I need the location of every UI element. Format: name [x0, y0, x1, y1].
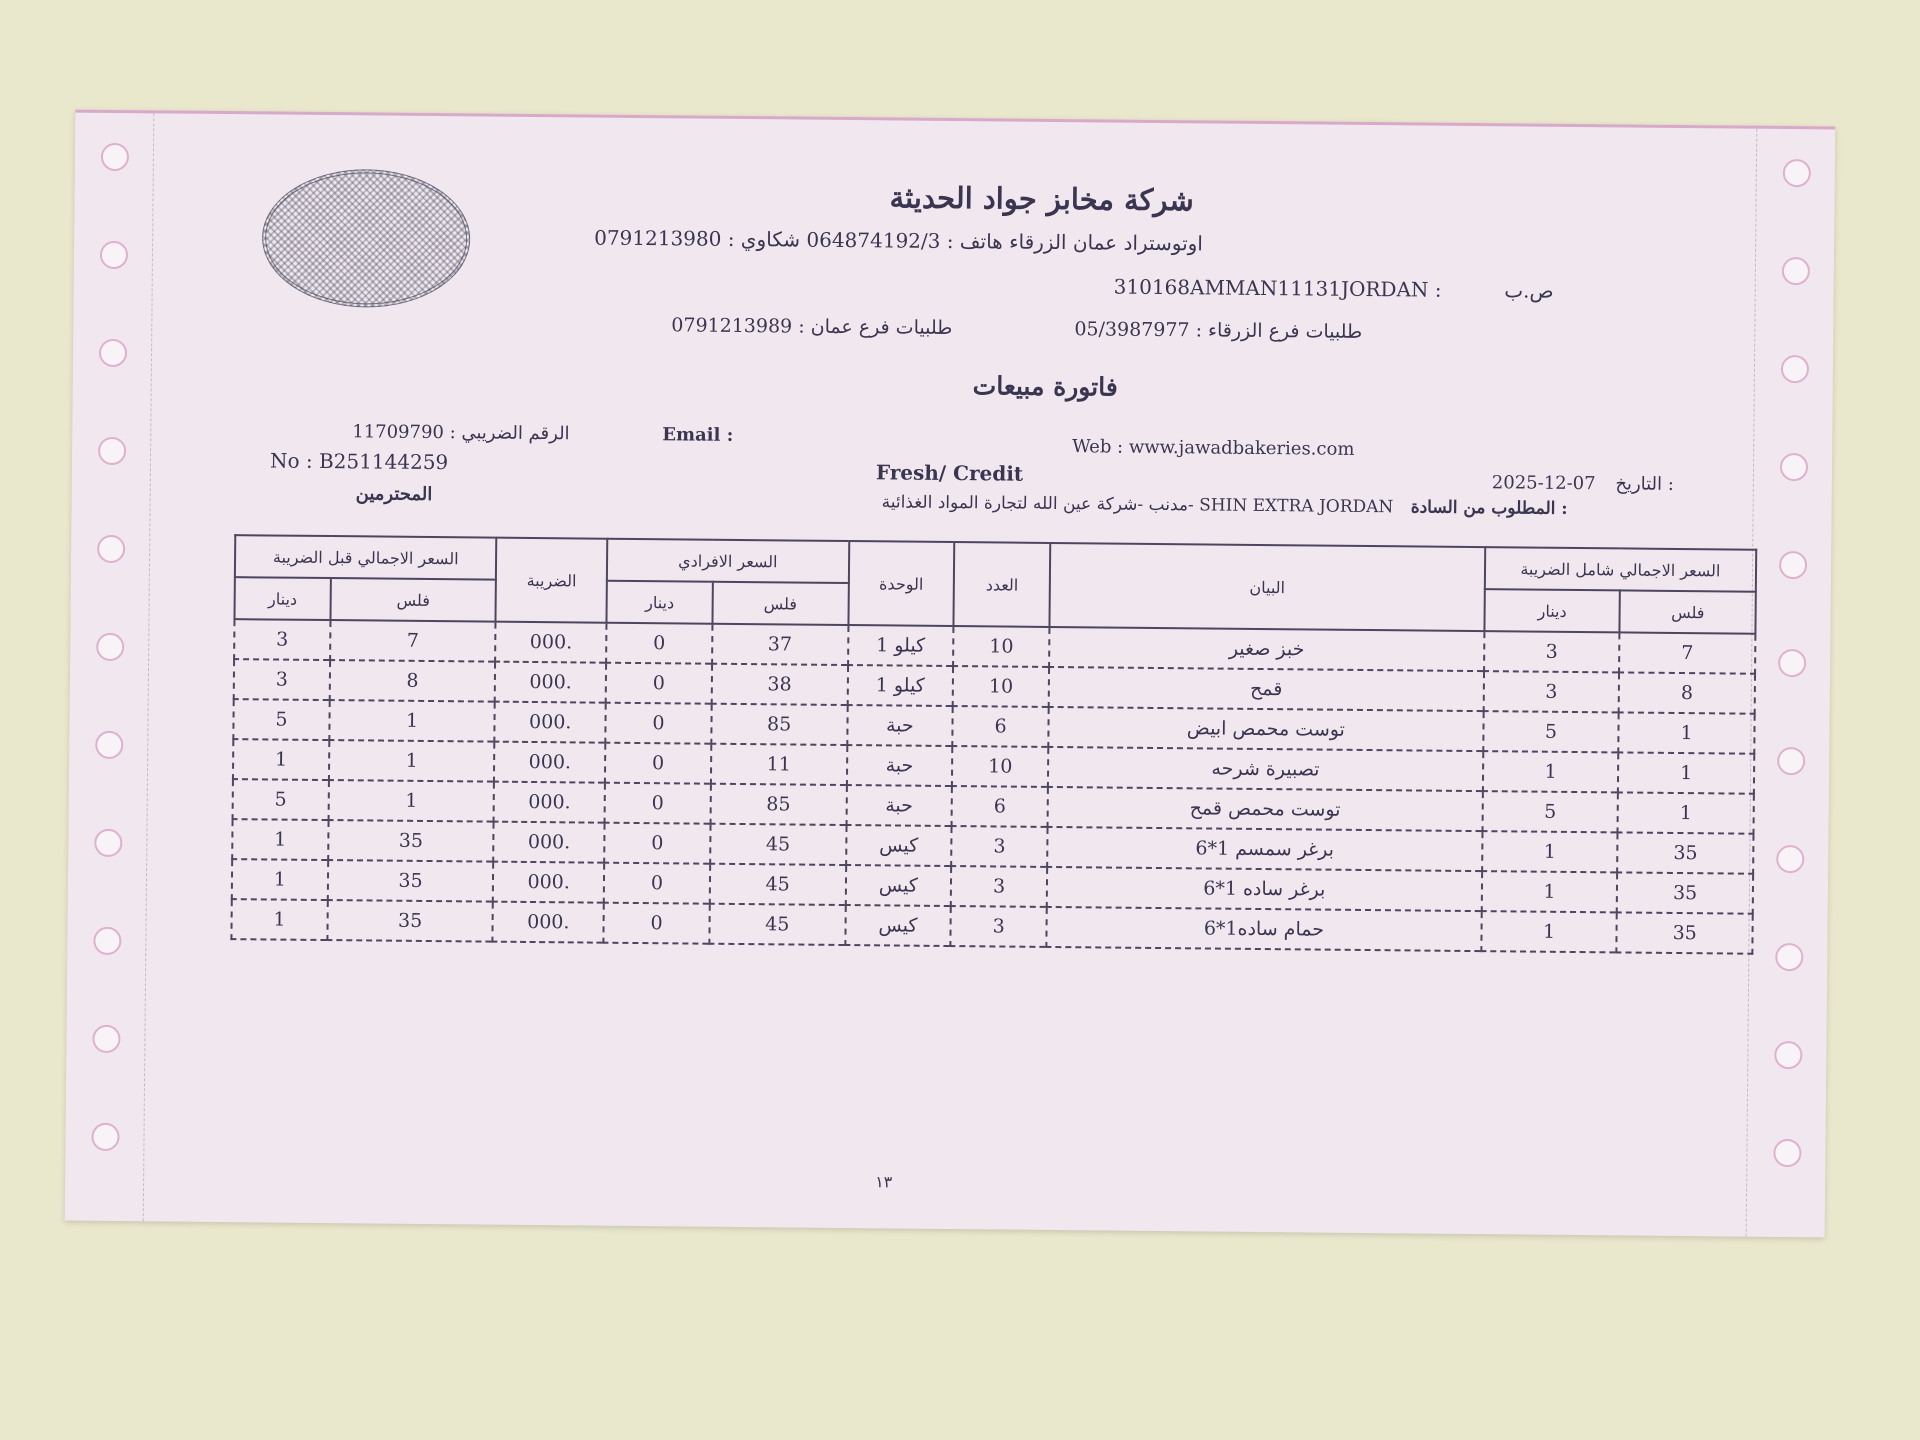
cell-price-dinar: 0: [604, 903, 710, 944]
cell-incl-dinar: 1: [1481, 911, 1617, 952]
header-fils: فلس: [330, 578, 496, 622]
cell-count: 6: [953, 706, 1049, 747]
feed-hole: [98, 437, 126, 465]
cell-price-fils: 45: [710, 864, 846, 905]
cell-count: 10: [953, 666, 1049, 707]
header-item: البيان: [1050, 543, 1485, 631]
cell-item: برغر سمسم 1*6: [1047, 827, 1482, 871]
orders-zarqa: طلبيات فرع الزرقاء : 05/3987977: [1074, 318, 1363, 343]
po-box-value: 310168AMMAN11131JORDAN :: [1113, 274, 1442, 302]
cell-incl-fils: 35: [1617, 872, 1753, 913]
invoice-number: No : B251144259: [269, 448, 449, 475]
feed-hole: [97, 535, 125, 563]
cell-before-fils: 35: [328, 860, 494, 902]
feed-hole: [91, 1123, 119, 1151]
page-mark: ١٣: [875, 1172, 893, 1192]
header-fils: فلس: [1620, 590, 1756, 633]
cell-count: 3: [951, 866, 1047, 907]
cell-incl-fils: 1: [1618, 792, 1754, 833]
feed-hole: [95, 731, 123, 759]
cell-incl-dinar: 3: [1484, 631, 1620, 672]
cell-unit: حبة: [847, 705, 953, 746]
cell-unit: كيلو 1: [847, 665, 953, 706]
cell-incl-fils: 35: [1617, 832, 1753, 873]
cell-incl-fils: 1: [1618, 752, 1754, 793]
cell-item: تصبيرة شرحه: [1048, 747, 1483, 791]
date-value: 2025-12-07: [1491, 472, 1596, 495]
cell-tax: .000: [494, 742, 605, 783]
cell-unit: حبة: [846, 745, 952, 786]
cell-price-fils: 45: [710, 824, 846, 865]
cell-before-dinar: 1: [232, 819, 328, 860]
feed-hole: [1783, 159, 1811, 187]
sale-type: Fresh/ Credit: [875, 460, 1024, 486]
cell-incl-fils: 7: [1619, 632, 1755, 673]
feed-hole: [94, 829, 122, 857]
cell-tax: .000: [495, 662, 606, 703]
cell-incl-fils: 35: [1617, 912, 1753, 953]
feed-hole: [96, 633, 124, 661]
cell-unit: كيلو 1: [848, 625, 954, 666]
cell-incl-dinar: 5: [1483, 711, 1619, 752]
cell-before-fils: 35: [327, 900, 493, 942]
cell-item: قمح: [1049, 667, 1484, 711]
feed-hole: [1781, 355, 1809, 383]
feed-hole: [1780, 453, 1808, 481]
cell-price-fils: 37: [712, 624, 848, 665]
cell-count: 3: [951, 906, 1047, 947]
cell-before-fils: 7: [330, 620, 496, 662]
customer-value: مدنب -شركة عين الله لتجارة المواد الغذائية- SHIN EXTRA JORDAN: [881, 492, 1394, 518]
cell-price-dinar: 0: [604, 823, 710, 864]
feed-hole: [1775, 943, 1803, 971]
cell-item: توست محمص ابيض: [1048, 707, 1483, 751]
cell-before-dinar: 3: [234, 619, 330, 660]
header-unit: الوحدة: [848, 541, 955, 626]
company-name: شركة مخابز جواد الحديثة: [889, 180, 1194, 218]
feed-hole: [101, 143, 129, 171]
orders-line: [671, 314, 1362, 343]
cell-price-dinar: 0: [606, 623, 712, 664]
cell-incl-fils: 8: [1619, 672, 1755, 713]
cell-price-dinar: 0: [606, 663, 712, 704]
invoice-title: فاتورة مبيعات: [972, 371, 1118, 402]
cell-tax: .000: [495, 702, 606, 743]
customer-label: المطلوب من السادة :: [1410, 497, 1568, 519]
feed-hole: [92, 1025, 120, 1053]
address-phone: اوتوستراد عمان الزرقاء هاتف : 064874192/3 شكاوي : 0791213980: [594, 225, 1204, 256]
header-fils: فلس: [712, 582, 848, 625]
company-logo: [261, 168, 470, 308]
cell-tax: .000: [495, 622, 606, 663]
cell-item: خبز صغير: [1049, 627, 1484, 671]
cell-count: 6: [952, 786, 1048, 827]
feed-hole: [1779, 551, 1807, 579]
cell-incl-dinar: 1: [1481, 871, 1617, 912]
header-tax: الضريبة: [496, 538, 608, 623]
tractor-strip-right: [1746, 129, 1836, 1238]
cell-unit: كيس: [845, 865, 951, 906]
header-dinar: دينار: [234, 577, 330, 620]
cell-price-dinar: 0: [605, 703, 711, 744]
cell-incl-dinar: 3: [1483, 671, 1619, 712]
cell-tax: .000: [494, 822, 605, 863]
date-label: التاريخ :: [1615, 473, 1674, 495]
cell-before-dinar: 5: [233, 699, 329, 740]
feed-hole: [1773, 1139, 1801, 1167]
feed-hole: [99, 339, 127, 367]
cell-unit: كيس: [845, 905, 951, 946]
cell-count: 10: [953, 626, 1049, 667]
cell-tax: .000: [493, 862, 604, 903]
cell-before-fils: 1: [329, 700, 495, 742]
cell-before-dinar: 1: [231, 899, 327, 940]
header-dinar: دينار: [1484, 589, 1620, 632]
cell-before-fils: 1: [328, 780, 494, 822]
cell-price-fils: 85: [710, 784, 846, 825]
feed-hole: [1776, 845, 1804, 873]
header-total-before-tax: السعر الاجمالي قبل الضريبة: [235, 535, 497, 580]
cell-item: حمام ساده1*6: [1046, 907, 1481, 951]
cell-unit: كيس: [846, 825, 952, 866]
cell-item: توست محمص قمح: [1048, 787, 1483, 831]
date-row: [1492, 472, 1674, 495]
cell-before-fils: 8: [330, 660, 496, 702]
cell-item: برغر ساده 1*6: [1047, 867, 1482, 911]
cell-price-dinar: 0: [604, 863, 710, 904]
cell-before-dinar: 1: [233, 739, 329, 780]
feed-hole: [93, 927, 121, 955]
orders-amman: طلبيات فرع عمان : 0791213989: [671, 314, 953, 340]
cell-tax: .000: [493, 902, 604, 943]
header-unit-price: السعر الافرادي: [607, 539, 849, 583]
header-dinar: دينار: [607, 581, 713, 624]
cell-incl-fils: 1: [1619, 712, 1755, 753]
feed-hole: [100, 241, 128, 269]
email-label: Email :: [662, 424, 734, 446]
cell-unit: حبة: [846, 785, 952, 826]
website: Web : www.jawadbakeries.com: [1072, 436, 1355, 460]
feed-hole: [1778, 649, 1806, 677]
feed-hole: [1774, 1041, 1802, 1069]
cell-price-fils: 85: [711, 704, 847, 745]
po-box: [1114, 275, 1554, 303]
cell-count: 10: [952, 746, 1048, 787]
cell-price-fils: 45: [709, 904, 845, 945]
respected-label: المحترمين: [355, 483, 433, 506]
cell-incl-dinar: 1: [1482, 831, 1618, 872]
cell-before-fils: 1: [329, 740, 495, 782]
cell-price-fils: 11: [711, 744, 847, 785]
po-box-label: ص.ب: [1504, 278, 1554, 303]
feed-hole: [1782, 257, 1810, 285]
cell-price-dinar: 0: [605, 743, 711, 784]
tax-number: الرقم الضريبي : 11709790: [352, 421, 570, 445]
cell-before-fils: 35: [328, 820, 494, 862]
cell-incl-dinar: 5: [1482, 791, 1618, 832]
cell-before-dinar: 1: [232, 859, 328, 900]
invoice-table: [230, 534, 1757, 955]
cell-tax: .000: [494, 782, 605, 823]
cell-before-dinar: 3: [234, 659, 330, 700]
invoice-paper: [65, 110, 1836, 1238]
cell-count: 3: [951, 826, 1047, 867]
tractor-strip-left: [65, 113, 155, 1222]
cell-price-dinar: 0: [605, 783, 711, 824]
customer-row: [882, 492, 1568, 519]
feed-hole: [1777, 747, 1805, 775]
cell-before-dinar: 5: [233, 779, 329, 820]
header-total-incl-tax: السعر الاجمالي شامل الضريبة: [1485, 547, 1757, 592]
cell-incl-dinar: 1: [1483, 751, 1619, 792]
header-count: العدد: [954, 542, 1051, 627]
cell-price-fils: 38: [712, 664, 848, 705]
